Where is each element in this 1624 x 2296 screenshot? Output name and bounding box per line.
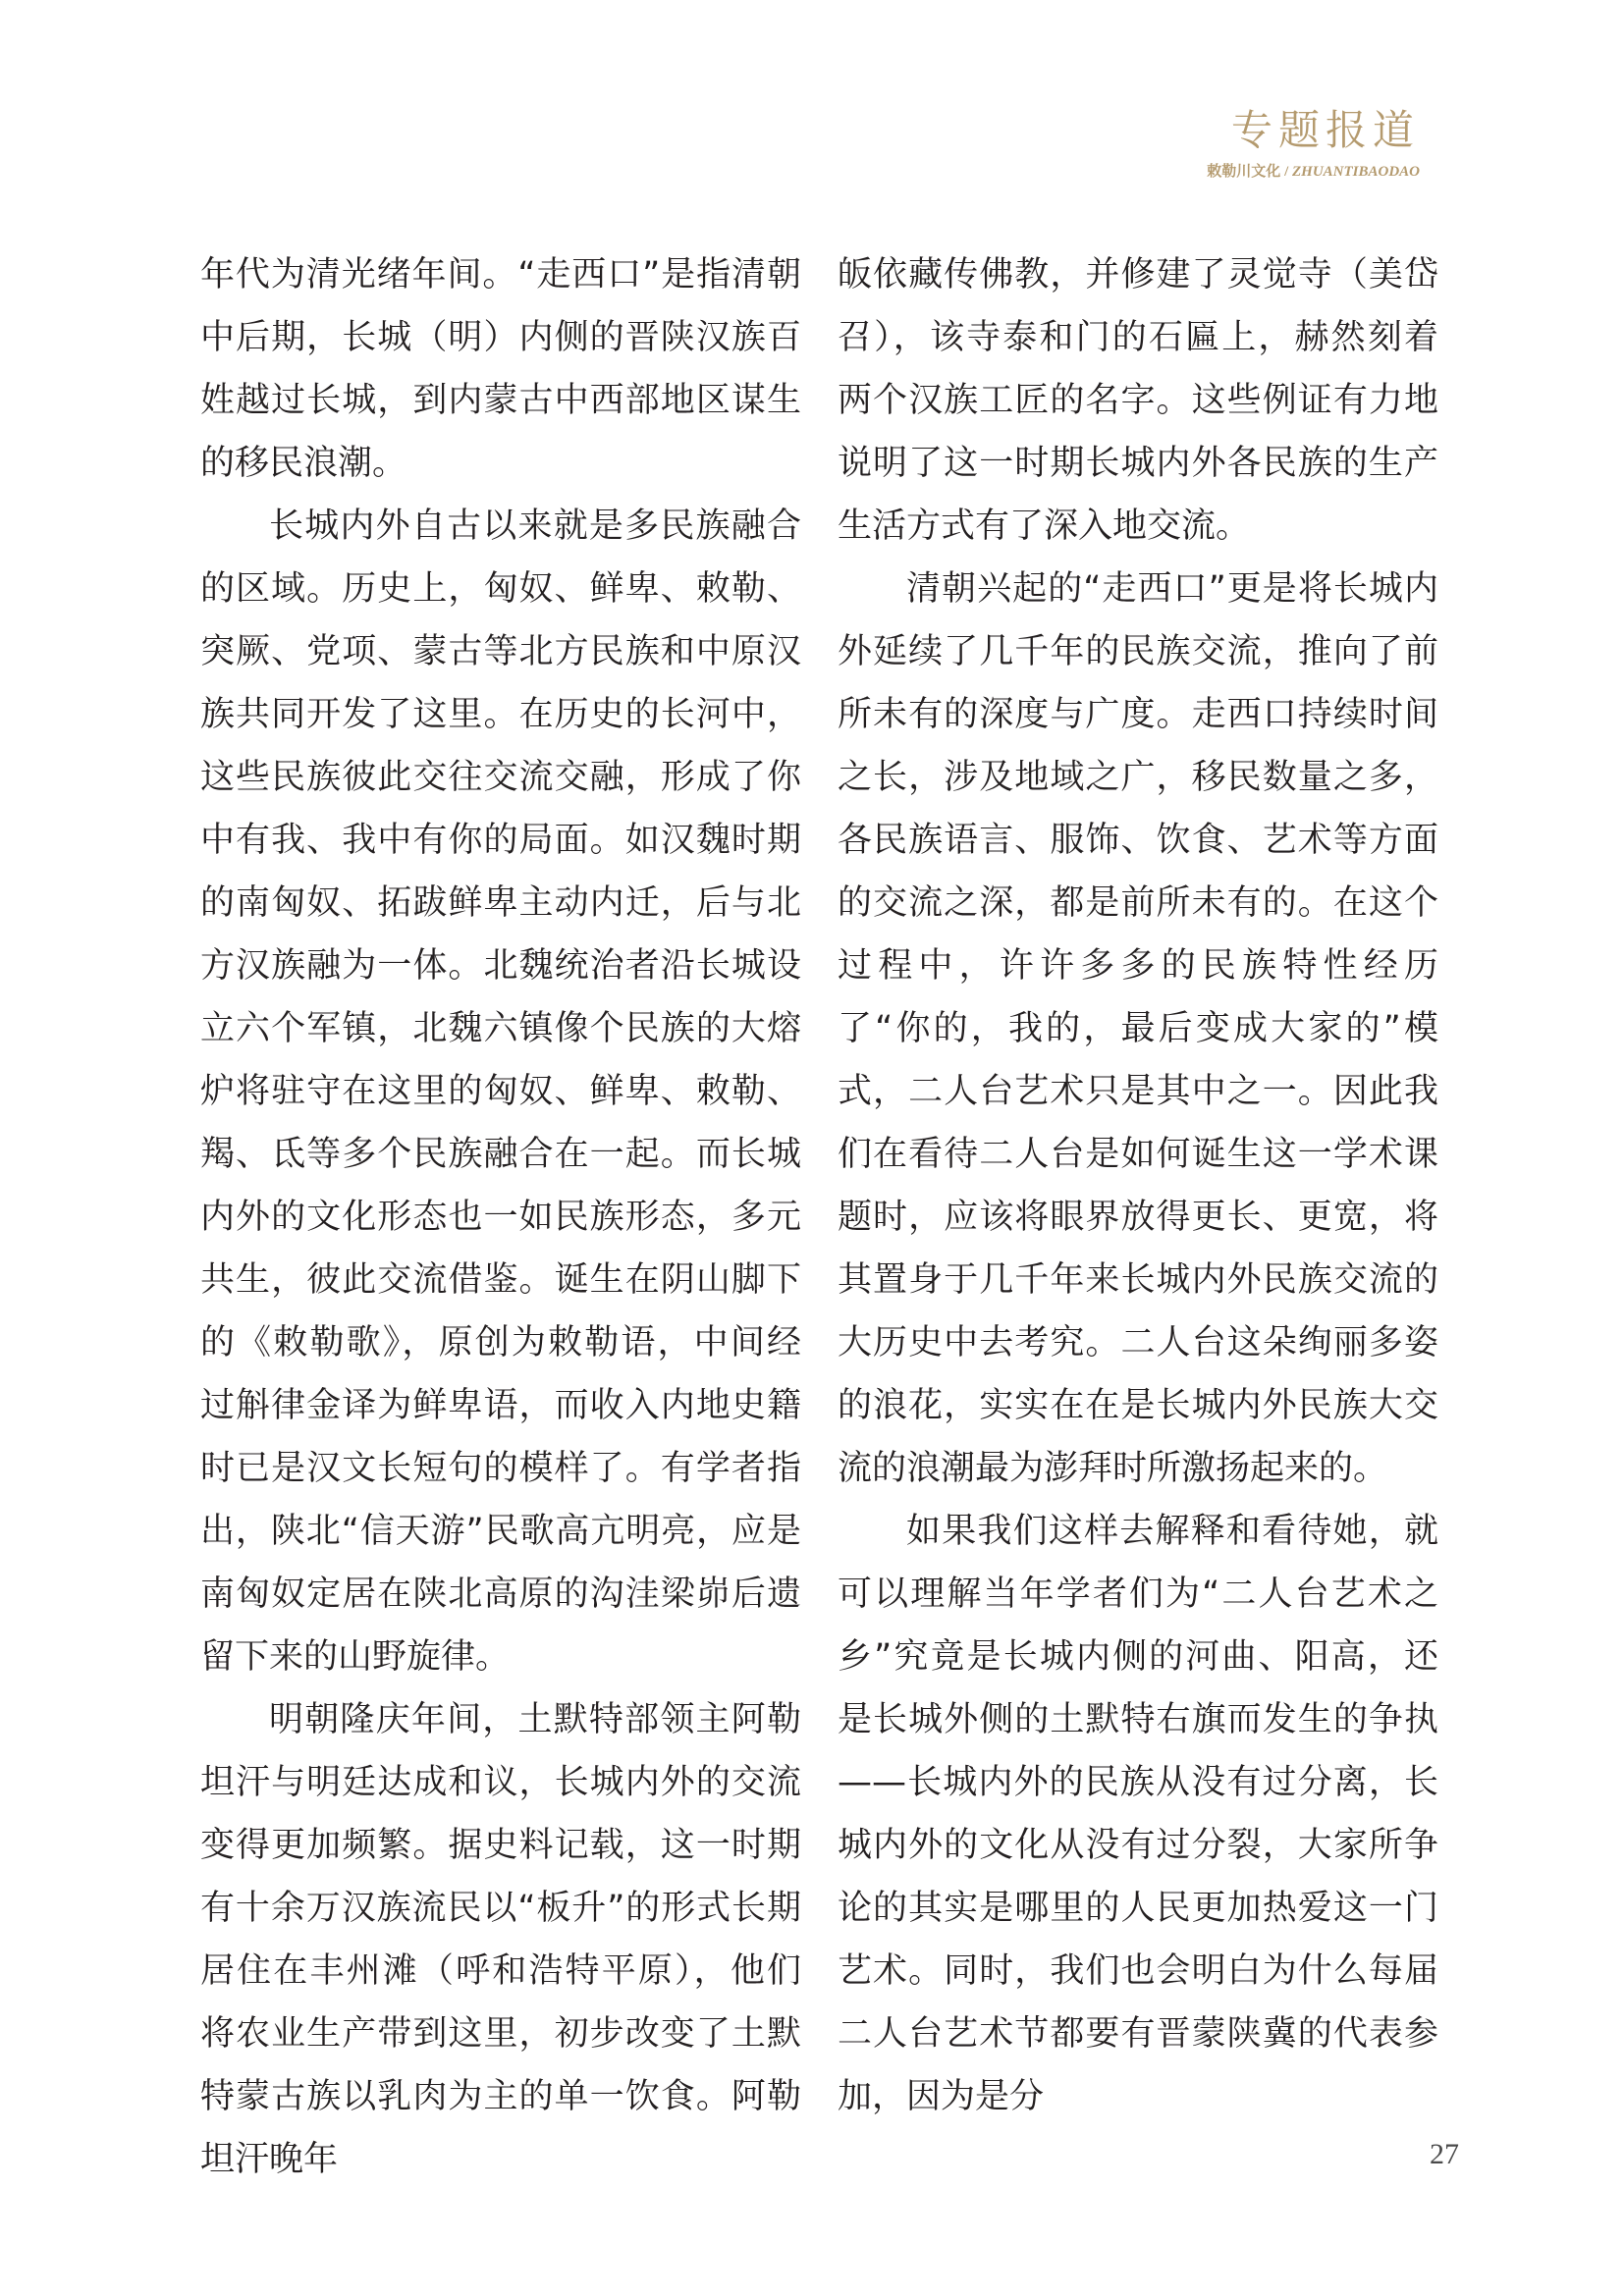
publication-name: 敕勒川文化 [1207, 164, 1281, 180]
left-column [200, 243, 801, 2191]
subtitle-separator: / [1280, 164, 1292, 180]
section-pinyin: ZHUANTIBAODAO [1291, 164, 1420, 180]
page-number: 27 [1430, 2138, 1459, 2170]
paragraph: 长城内外自古以来就是多民族融合的区域。历史上，匈奴、鲜卑、敕勒、突厥、党项、蒙古等北方民族和中原汉族共同开发了这里。在历史的长河中，这些民族彼此交往交流交融，形成了你中有我、我中有你的局面。如汉魏时期的南匈奴、拓跋鲜卑主动内迁，后与北方汉族融为一体。北魏统治者沿长城设立六个军镇，北魏六镇像个民族的大熔炉将驻守在这里的匈奴、鲜卑、敕勒、羯、氐等多个民族融合在一起。而长城内外的文化形态也一如民族形态，多元共生，彼此交流借鉴。诞生在阴山脚下的《敕勒歌》，原创为敕勒语，中间经过斛律金译为鲜卑语，而收入内地史籍时已是汉文长短句的模样了。有学者指出，陕北“信天游”民歌高亢明亮，应是南匈奴定居在陕北高原的沟洼梁峁后遗留下来的山野旋律。 [200, 507, 801, 1677]
right-column [838, 243, 1438, 2128]
paragraph: 如果我们这样去解释和看待她，就可以理解当年学者们为“二人台艺术之乡”究竟是长城内侧的河曲、阳高，还是长城外侧的土默特右旗而发生的争执——长城内外的民族从没有过分离，长城内外的文化从没有过分裂，大家所争论的其实是哪里的人民更加热爱这一门艺术。同时，我们也会明白为什么每届二人台艺术节都要有晋蒙陕冀的代表参加，因为是分 [838, 1512, 1438, 2116]
section-title: 专题报道 [1230, 106, 1420, 154]
section-subtitle [1207, 165, 1420, 180]
paragraph: 清朝兴起的“走西口”更是将长城内外延续了几千年的民族交流，推向了前所未有的深度与广度。走西口持续时间之长，涉及地域之广，移民数量之多，各民族语言、服饰、饮食、艺术等方面的交流之深，都是前所未有的。在这个过程中，许许多多的民族特性经历了“你的，我的，最后变成大家的”模式，二人台艺术只是其中之一。因此我们在看待二人台是如何诞生这一学术课题时，应该将眼界放得更长、更宽，将其置身于几千年来长城内外民族交流的大历史中去考究。二人台这朵绚丽多姿的浪花，实实在在是长城内外民族大交流的浪潮最为澎拜时所激扬起来的。 [838, 569, 1438, 1488]
paragraph: 皈依藏传佛教，并修建了灵觉寺（美岱召），该寺泰和门的石匾上，赫然刻着两个汉族工匠的名字。这些例证有力地说明了这一时期长城内外各民族的生产生活方式有了深入地交流。 [838, 255, 1438, 546]
paragraph: 年代为清光绪年间。“走西口”是指清朝中后期，长城（明）内侧的晋陕汉族百姓越过长城，到内蒙古中西部地区谋生的移民浪潮。 [200, 255, 801, 483]
paragraph: 明朝隆庆年间，土默特部领主阿勒坦汗与明廷达成和议，长城内外的交流变得更加频繁。据史料记载，这一时期有十余万汉族流民以“板升”的形式长期居住在丰州滩（呼和浩特平原），他们将农业生产带到这里，初步改变了土默特蒙古族以乳肉为主的单一饮食。阿勒坦汗晚年 [200, 1700, 801, 2179]
